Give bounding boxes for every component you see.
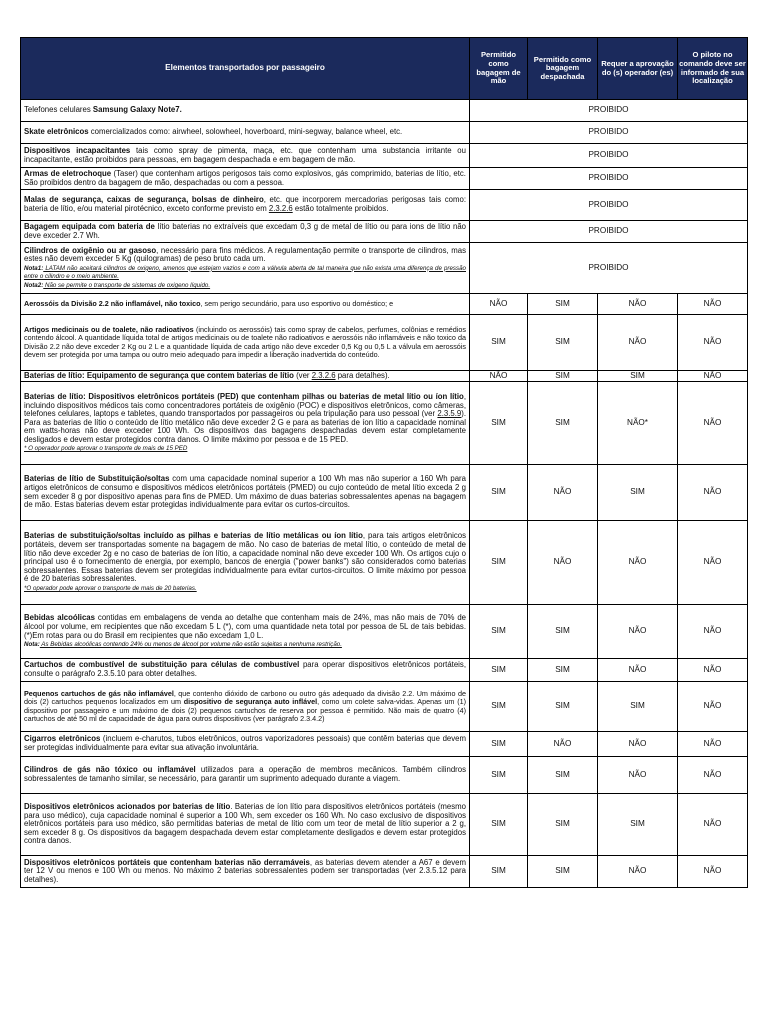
item-description: Baterias de lítio: Equipamento de segurança que contem baterias de lítio (ver 2.3.2.6 para detalhes).: [21, 371, 470, 382]
header-items: Elementos transportados por passageiro: [21, 38, 470, 100]
table-row: [21, 382, 748, 465]
cell-operator-approval: NÃO: [598, 294, 678, 315]
cell-pilot-informed: NÃO: [678, 465, 748, 521]
status-prohibited: PROIBIDO: [470, 221, 748, 243]
cell-checked: SIM: [528, 294, 598, 315]
cell-pilot-informed: NÃO: [678, 605, 748, 659]
cell-checked: SIM: [528, 605, 598, 659]
cell-carry-on: SIM: [470, 757, 528, 794]
table-row: [21, 521, 748, 605]
header-operator-approval: Requer a aprovação do (s) operador (es): [598, 38, 678, 100]
cell-checked: SIM: [528, 794, 598, 856]
table-row: [21, 856, 748, 888]
cell-operator-approval: SIM: [598, 682, 678, 732]
status-prohibited: PROIBIDO: [470, 168, 748, 190]
table-row: [21, 243, 748, 294]
item-description: Aerossóis da Divisão 2.2 não inflamável, não toxico, sem perigo secundário, para uso esportivo ou doméstico; e: [21, 294, 470, 315]
item-description: Bebidas alcoólicas contidas em embalagens de venda ao detalhe que contenham mais de 24%, mas não mais de 70% de álcool por volume, em recipientes que não excedam 5 L (*), com uma quantidade neta total por pessoa de 5L de tais bebidas. (*)Em rotas para ou do Brasil em recipientes que não excedam 1,0 L. Nota: As Bebidas alcoólicas contendo 24% ou menos de álcool por volume não estão sujeitas a nenhuma restrição.: [21, 605, 470, 659]
cell-carry-on: NÃO: [470, 371, 528, 382]
table-row: [21, 659, 748, 682]
item-description: Dispositivos eletrônicos acionados por baterias de lítio. Baterias de íon lítio para dispositivos eletrônicos portáteis (mesmo para uso médico), cuja capacidade nominal é superior a 100 Wh, sem exceder os 160 Wh. No caso exclusivo de dispositivos eletrônicos portáteis para uso médico, são permitidas baterias de metal de lítio com um teor de metal de lítio superior a 2 g, sem exceder 8 g. Os dispositivos da bagagem despachada devem estar completamente desligados e devem estar protegidos contra danos.: [21, 794, 470, 856]
status-prohibited: PROIBIDO: [470, 243, 748, 294]
cell-carry-on: SIM: [470, 382, 528, 465]
status-prohibited: PROIBIDO: [470, 100, 748, 122]
item-description: Artigos medicinais ou de toalete, não radioativos (incluindo os aerossóis) tais como spray de cabelos, perfumes, colônias e remédios contendo álcool. A quantidade líquida total de artigos medicinais ou de toalete não radioativos e aerossóis não inflamáveis e não toxico da Divisão 2.2 não deve exceder 2 Kg ou 2 L e a quantidade líquida de cada artigo não deve exceder 0,5 Kg ou 0,5 L a válvula em aerossóis devem ser protegida por uma tampa ou outro meio adequado para impedir a liberação inadvertida do conteúdo.: [21, 315, 470, 371]
table-row: [21, 757, 748, 794]
table-row: [21, 122, 748, 144]
table-row: [21, 190, 748, 221]
cell-operator-approval: SIM: [598, 465, 678, 521]
table-row: [21, 315, 748, 371]
cell-checked: NÃO: [528, 465, 598, 521]
item-description: Baterias de lítio: Dispositivos eletrônicos portáteis (PED) que contenham pilhas ou baterias de metal lítio ou íon lítio, incluindo dispositivos médicos tais como concentradores portáteis de oxigênio (POC) e dispositivos eletrônicos, como câmeras, telefones celulares, laptops e tabletes, quando transportados por passageiros ou pela tripulação para uso pessoal (ver 2.3.5.9). Para as baterias de lítio o conteúdo de lítio metálico não deve exceder 2 G e para as baterias de íon lítio a capacidade nominal em watts-horas não deve exceder 100 Wh. Os dispositivos das bagagens despachadas devem estar completamente desligados e devem estar protegidos contra danos. O limite máximo por pessoa e de 15 PED. * O operador pode aprovar o transporte de mais de 15 PED: [21, 382, 470, 465]
cell-carry-on: SIM: [470, 521, 528, 605]
header-carry-on: Permitido como bagagem de mão: [470, 38, 528, 100]
item-description: Cartuchos de combustível de substituição para células de combustível para operar dispositivos eletrônicos portáteis, consulte o parágrafo 2.3.5.10 para obter detalhes.: [21, 659, 470, 682]
table-row: [21, 144, 748, 168]
item-description: Dispositivos eletrônicos portáteis que contenham baterias não derramáveis, as baterias devem atender a A67 e devem ter 12 V ou menos e 100 Wh ou menos. No máximo 2 baterias sobressalentes podem ser transportadas (ver 2.3.5.12 para detalhes).: [21, 856, 470, 888]
item-description: Malas de segurança, caixas de segurança, bolsas de dinheiro, etc. que incorporem mercadorias perigosas tais como: bateria de lítio, e/ou material pirotécnico, exceto conforme previsto em 2.3.2.6 estão totalmente proibidos.: [21, 190, 470, 221]
table-row: [21, 294, 748, 315]
table-row: [21, 371, 748, 382]
cell-pilot-informed: NÃO: [678, 371, 748, 382]
cell-carry-on: SIM: [470, 659, 528, 682]
item-description: Baterias de substituição/soltas incluído as pilhas e baterias de lítio metálicas ou íon lítio, para tais artigos eletrônicos portáteis, devem ser transportadas somente na bagagem de mão. No caso de baterias de metal lítio, o conteúdo de metal de lítio não deve exceder 2g e no caso de baterias de íon lítio, a capacidade nominal não deve exceder 100 Wh. Os artigos cujo o principal uso é o fornecimento de energia, por exemplo, bancos de energia ("power banks") são considerados como baterias sobressalentes. Essas baterias devem ser protegidas individualmente para evitar curtos-circuitos. O limite máximo por pessoa é de 20 baterias sobressalentes. *O operador pode aprovar o transporte de mais de 20 baterias.: [21, 521, 470, 605]
cell-carry-on: SIM: [470, 794, 528, 856]
item-description: Cigarros eletrônicos (incluem e-charutos, tubos eletrônicos, outros vaporizadores pessoais) que contêm baterias que devem ser protegidas individualmente para evitar sua ativação involuntária.: [21, 732, 470, 757]
header-checked: Permitido como bagagem despachada: [528, 38, 598, 100]
cell-pilot-informed: NÃO: [678, 757, 748, 794]
item-description: Baterias de lítio de Substituição/soltas com uma capacidade nominal superior a 100 Wh mas não superior a 160 Wh para artigos eletrônicos de consumo e dispositivos médicos eletrônicos portáteis (PMED) ou cujo conteúdo de metal lítio exceda 2 g sem exceder 8 g por dispositivo apenas para fins de PMED. Um máximo de duas baterias sobressalentes apenas na bagagem de mão. Estas baterias devem estar protegidas individualmente para evitar os curtos-circuitos.: [21, 465, 470, 521]
cell-checked: SIM: [528, 856, 598, 888]
cell-operator-approval: NÃO: [598, 732, 678, 757]
cell-checked: NÃO: [528, 732, 598, 757]
table-row: [21, 100, 748, 122]
item-description: Skate eletrônicos comercializados como: airwheel, solowheel, hoverboard, mini-segway, balance wheel, etc.: [21, 122, 470, 144]
cell-carry-on: SIM: [470, 856, 528, 888]
item-description: Pequenos cartuchos de gás não inflamável, que contenho dióxido de carbono ou outro gás adequado da divisão 2.2. Um máximo de dois (2) cartuchos pequenos localizados em um dispositivo de segurança auto inflável, como um colete salva-vidas. Apenas um (1) dispositivo por passageiro e um máximo de dois (2) pequenos cartuchos de reserva por pessoa é permitido. Não mais de quatro (4) cartuchos de até 50 ml de capacidade de água para outros dispositivos (ver parágrafo 2.3.4.2): [21, 682, 470, 732]
cell-pilot-informed: NÃO: [678, 315, 748, 371]
status-prohibited: PROIBIDO: [470, 190, 748, 221]
table-row: [21, 605, 748, 659]
table-row: [21, 794, 748, 856]
table-row: [21, 168, 748, 190]
cell-operator-approval: NÃO: [598, 659, 678, 682]
status-prohibited: PROIBIDO: [470, 122, 748, 144]
table-row: [21, 465, 748, 521]
cell-checked: SIM: [528, 659, 598, 682]
item-description: Telefones celulares Samsung Galaxy Note7.: [21, 100, 470, 122]
item-description: Bagagem equipada com bateria de lítio baterias no extraíveis que excedam 0,3 g de metal de lítio ou para ions de lítio não deve exceder 2.7 Wh.: [21, 221, 470, 243]
cell-carry-on: SIM: [470, 605, 528, 659]
cell-pilot-informed: NÃO: [678, 382, 748, 465]
cell-carry-on: SIM: [470, 732, 528, 757]
cell-pilot-informed: NÃO: [678, 794, 748, 856]
cell-operator-approval: NÃO*: [598, 382, 678, 465]
cell-operator-approval: NÃO: [598, 856, 678, 888]
table-row: [21, 221, 748, 243]
dangerous-goods-table: [20, 37, 748, 888]
cell-operator-approval: NÃO: [598, 315, 678, 371]
cell-checked: SIM: [528, 382, 598, 465]
cell-checked: SIM: [528, 682, 598, 732]
cell-checked: SIM: [528, 371, 598, 382]
cell-pilot-informed: NÃO: [678, 659, 748, 682]
table-row: [21, 732, 748, 757]
cell-carry-on: SIM: [470, 315, 528, 371]
cell-checked: SIM: [528, 315, 598, 371]
cell-pilot-informed: NÃO: [678, 294, 748, 315]
header-pilot-informed: O piloto no comando deve ser informado de sua localização: [678, 38, 748, 100]
item-description: Dispositivos incapacitantes tais como spray de pimenta, maça, etc. que contenham uma substancia irritante ou incapacitante, estão proibidos para pessoas, em bagagem despachada e em bagagem de mão.: [21, 144, 470, 168]
cell-carry-on: NÃO: [470, 294, 528, 315]
item-description: Cilindros de gás não tóxico ou inflamável utilizados para a operação de membros mecânicos. Também cilindros sobressalentes de tamanho similar, se necessário, para garantir um suprimento adequado durante a viagem.: [21, 757, 470, 794]
table-row: [21, 682, 748, 732]
item-description: Armas de eletrochoque (Taser) que contenham artigos perigosos tais como explosivos, gás comprimido, baterias de lítio, etc. São proibidos dentro da bagagem de mão, despachadas ou com a pessoa.: [21, 168, 470, 190]
cell-operator-approval: SIM: [598, 371, 678, 382]
cell-operator-approval: NÃO: [598, 521, 678, 605]
cell-pilot-informed: NÃO: [678, 856, 748, 888]
table-header-row: [21, 38, 748, 100]
cell-checked: SIM: [528, 757, 598, 794]
cell-operator-approval: NÃO: [598, 605, 678, 659]
cell-operator-approval: NÃO: [598, 757, 678, 794]
status-prohibited: PROIBIDO: [470, 144, 748, 168]
cell-pilot-informed: NÃO: [678, 732, 748, 757]
cell-pilot-informed: NÃO: [678, 521, 748, 605]
item-description: Cilindros de oxigênio ou ar gasoso, necessário para fins médicos. A regulamentação permite o transporte de cilindros, mas estes não devem exceder 5 Kg (quilogramas) de peso bruto cada um. Nota1: LATAM não aceitará cilindros de oxigeno, amenos que estejam vazios e com a válvula aberta de tal maneira que não exista uma diferença de pressão entre o cilindro e o meio ambiente. Nota2: Não se permite o transporte de sistemas de oxigeno líquido.: [21, 243, 470, 294]
cell-operator-approval: SIM: [598, 794, 678, 856]
cell-pilot-informed: NÃO: [678, 682, 748, 732]
cell-carry-on: SIM: [470, 682, 528, 732]
cell-checked: NÃO: [528, 521, 598, 605]
cell-carry-on: SIM: [470, 465, 528, 521]
